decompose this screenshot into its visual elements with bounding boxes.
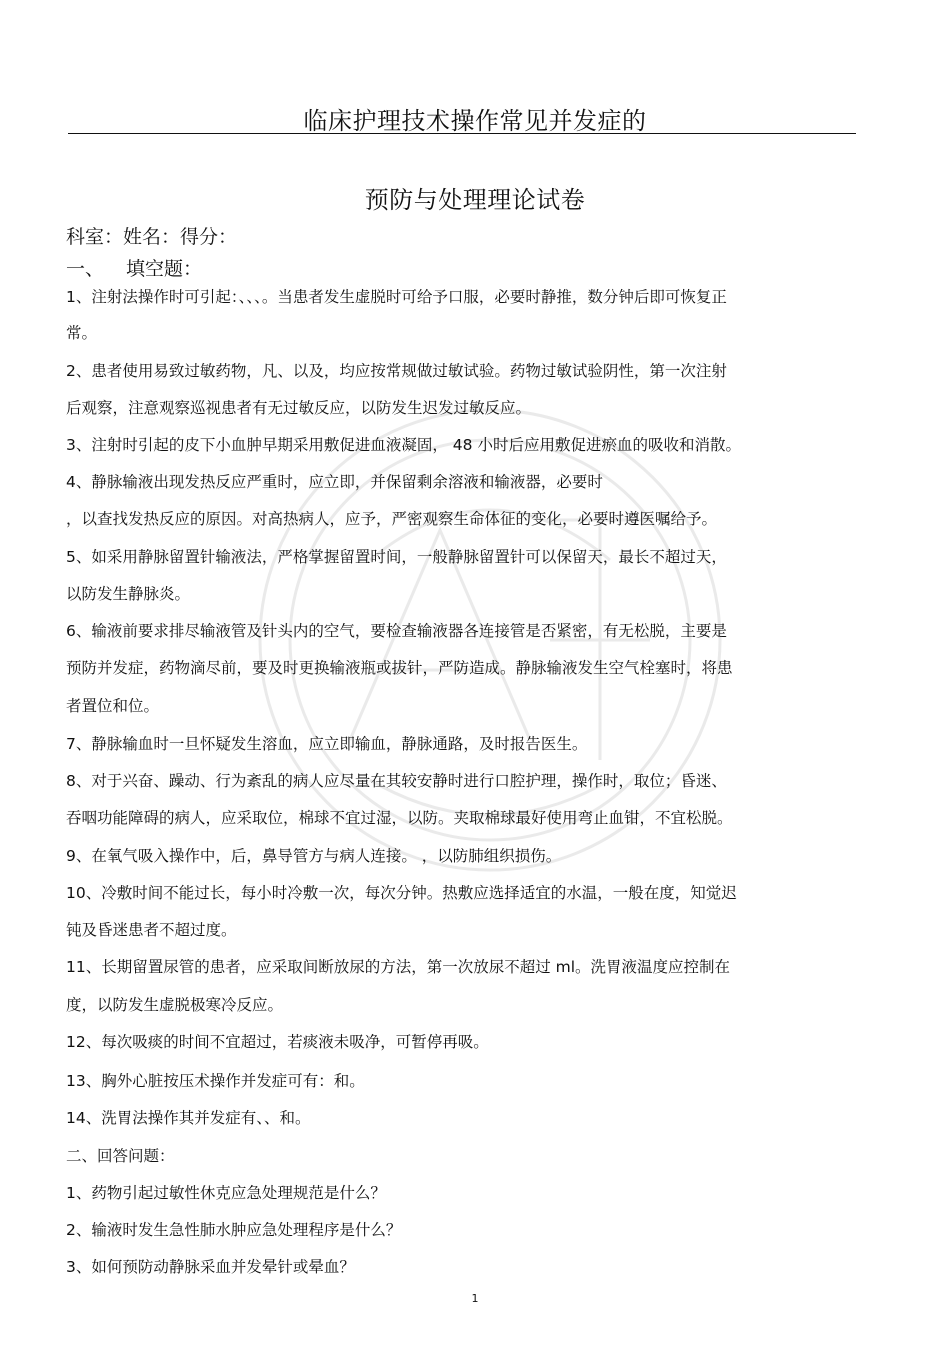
document-title-line2: 预防与处理理论试卷 bbox=[364, 186, 586, 214]
section-number: 一、 bbox=[66, 258, 105, 280]
answer-question: 1、药物引起过敏性休克应急处理规范是什么？ bbox=[66, 1184, 386, 1202]
page-number: 1 bbox=[471, 1292, 479, 1305]
question-line: 13、胸外心脏按压术操作并发症可有：和。 bbox=[66, 1072, 365, 1090]
question-line: 以防发生静脉炎。 bbox=[66, 585, 191, 603]
question-line: 14、洗胃法操作其并发症有、、和。 bbox=[66, 1109, 311, 1127]
question-line: 6、输液前要求排尽输液管及针头内的空气，要检查输液器各连接管是否紧密，有无松脱，主要是 bbox=[66, 622, 727, 640]
document-title-line1: 临床护理技术操作常见并发症的 bbox=[303, 107, 647, 135]
title-underline bbox=[68, 133, 856, 134]
exam-meta-fields: 科室：姓名：得分： bbox=[66, 226, 238, 248]
question-line: 钝及昏迷患者不超过度。 bbox=[66, 921, 237, 939]
answer-question: 2、输液时发生急性肺水肿应急处理程序是什么？ bbox=[66, 1221, 402, 1239]
question-line: 后观察，注意观察巡视患者有无过敏反应，以防发生迟发过敏反应。 bbox=[66, 399, 532, 417]
question-line: 度，以防发生虚脱极寒冷反应。 bbox=[66, 996, 284, 1014]
question-line: 10、冷敷时间不能过长，每小时冷敷一次，每次分钟。热敷应选择适宜的水温，一般在度，知觉迟 bbox=[66, 884, 737, 902]
question-line: 2、患者使用易致过敏药物，凡、以及，均应按常规做过敏试验。药物过敏试验阴性，第一次注射 bbox=[66, 362, 727, 380]
question-line: 9、在氧气吸入操作中，后，鼻导管方与病人连接。 ，以防肺组织损伤。 bbox=[66, 847, 562, 865]
question-line: 11、长期留置尿管的患者，应采取间断放尿的方法，第一次放尿不超过 ml。洗胃液温度应控制在 bbox=[66, 958, 731, 976]
question-line: 12、每次吸痰的时间不宜超过，若痰液未吸净，可暂停再吸。 bbox=[66, 1033, 489, 1051]
question-line: 1、注射法操作时可引起：、、、。当患者发生虚脱时可给予口服，必要时静推，数分钟后即可恢复正 bbox=[66, 288, 727, 306]
question-line: 3、注射时引起的皮下小血肿早期采用敷促进血液凝固， 48 小时后应用敷促进瘀血的吸收和消散。 bbox=[66, 436, 741, 454]
question-line: 吞咽功能障碍的病人，应采取位，棉球不宜过湿，以防。夹取棉球最好使用弯止血钳，不宜松脱。 bbox=[66, 809, 733, 827]
section-heading-fill-blank bbox=[66, 256, 202, 282]
question-line: 5、如采用静脉留置针输液法，严格掌握留置时间，一般静脉留置针可以保留天，最长不超过天， bbox=[66, 548, 727, 566]
question-line: 者置位和位。 bbox=[66, 697, 160, 715]
question-line: ，以查找发热反应的原因。对高热病人，应予，严密观察生命体征的变化，必要时遵医嘱给予。 bbox=[66, 510, 718, 528]
question-line: 8、对于兴奋、躁动、行为紊乱的病人应尽量在其较安静时进行口腔护理，操作时，取位；昏迷、 bbox=[66, 772, 727, 790]
question-line: 常。 bbox=[66, 324, 98, 342]
question-line: 预防并发症，药物滴尽前，要及时更换输液瓶或拔针，严防造成。静脉输液发生空气栓塞时，将患 bbox=[66, 659, 733, 677]
question-line: 4、静脉输液出现发热反应严重时，应立即，并保留剩余溶液和输液器，必要时 bbox=[66, 473, 603, 491]
section-heading-answer: 二、回答问题： bbox=[66, 1147, 175, 1165]
question-line: 7、静脉输血时一旦怀疑发生溶血，应立即输血，静脉通路，及时报告医生。 bbox=[66, 735, 588, 753]
answer-question: 3、如何预防动静脉采血并发晕针或晕血？ bbox=[66, 1258, 355, 1276]
section-title: 填空题： bbox=[126, 258, 203, 280]
